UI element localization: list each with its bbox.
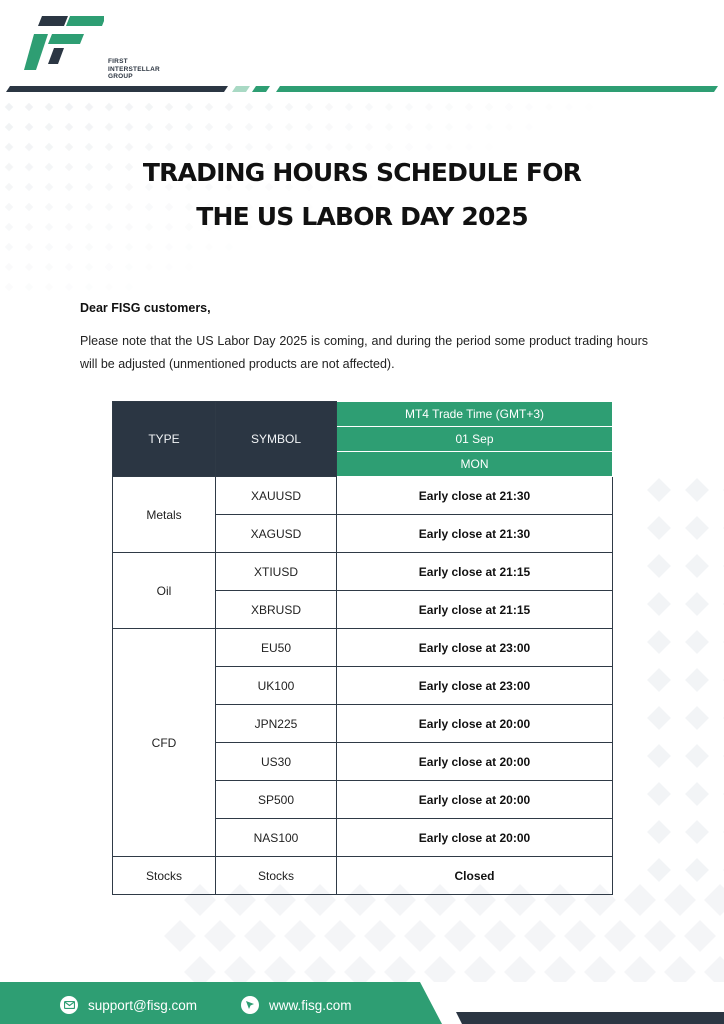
pattern-dot — [245, 103, 253, 111]
pattern-dot — [325, 103, 333, 111]
pattern-dot — [425, 143, 433, 151]
footer-email[interactable] — [60, 996, 197, 1014]
pattern-dot — [205, 143, 213, 151]
table-row — [113, 553, 613, 591]
type-cell: Oil — [113, 553, 216, 629]
pattern-dot — [165, 243, 173, 251]
pattern-diamond — [685, 706, 709, 730]
pattern-dot — [345, 123, 353, 131]
pattern-dot — [585, 103, 593, 111]
pattern-diamond — [685, 592, 709, 616]
symbol-cell: JPN225 — [216, 705, 337, 743]
pattern-dot — [485, 143, 493, 151]
footer-website[interactable] — [241, 996, 352, 1014]
header-day: MON — [337, 452, 613, 477]
pattern-diamond — [704, 884, 724, 916]
pattern-dot — [45, 103, 53, 111]
pattern-diamond — [685, 744, 709, 768]
trade-time-cell: Closed — [337, 857, 613, 895]
pattern-dot — [5, 143, 13, 151]
pattern-dot — [85, 263, 93, 271]
pattern-dot — [225, 143, 233, 151]
pattern-diamond — [484, 920, 516, 952]
pattern-dot — [385, 123, 393, 131]
pattern-diamond — [685, 554, 709, 578]
symbol-cell: UK100 — [216, 667, 337, 705]
pattern-dot — [225, 103, 233, 111]
intro-paragraph: Please note that the US Labor Day 2025 is coming, and during the period some product trading hours will be adjusted (unmentioned products are not affected). — [80, 334, 648, 371]
pattern-dot — [25, 143, 33, 151]
symbol-cell: Stocks — [216, 857, 337, 895]
pattern-dot — [25, 243, 33, 251]
table-body — [113, 477, 613, 895]
pattern-dot — [465, 123, 473, 131]
greeting: Dear FISG customers, — [80, 301, 211, 315]
page-title-line1: TRADING HOURS SCHEDULE FOR — [142, 158, 582, 187]
website-text[interactable]: www.fisg.com — [269, 997, 352, 1013]
pattern-dot — [5, 263, 13, 271]
pattern-dot — [405, 103, 413, 111]
pattern-diamond — [244, 920, 276, 952]
pattern-dot — [385, 143, 393, 151]
pattern-dot — [405, 143, 413, 151]
header-date: 01 Sep — [337, 427, 613, 452]
pattern-dot — [245, 123, 253, 131]
pattern-dot — [285, 103, 293, 111]
pattern-dot — [445, 143, 453, 151]
symbol-cell: XAUUSD — [216, 477, 337, 515]
symbol-cell: XBRUSD — [216, 591, 337, 629]
pattern-dot — [305, 103, 313, 111]
pattern-dot — [425, 103, 433, 111]
pattern-diamond — [647, 592, 671, 616]
pattern-dot — [165, 123, 173, 131]
pattern-diamond — [624, 884, 656, 916]
header-type: TYPE — [113, 402, 216, 477]
pattern-diamond — [564, 920, 596, 952]
pattern-dot — [25, 263, 33, 271]
pattern-dot — [325, 123, 333, 131]
pattern-dot — [125, 243, 133, 251]
pattern-diamond — [685, 782, 709, 806]
trade-time-cell: Early close at 20:00 — [337, 819, 613, 857]
pattern-diamond — [647, 668, 671, 692]
pattern-diamond — [685, 668, 709, 692]
pattern-dot — [345, 103, 353, 111]
pattern-dot — [5, 243, 13, 251]
symbol-cell: NAS100 — [216, 819, 337, 857]
pattern-dot — [45, 143, 53, 151]
trade-time-cell: Early close at 20:00 — [337, 781, 613, 819]
pattern-dot — [165, 263, 173, 271]
pattern-dot — [145, 243, 153, 251]
pattern-dot — [165, 103, 173, 111]
pattern-dot — [145, 143, 153, 151]
trade-time-cell: Early close at 20:00 — [337, 705, 613, 743]
pattern-dot — [205, 243, 213, 251]
pattern-diamond — [604, 920, 636, 952]
pattern-dot — [225, 243, 233, 251]
pattern-dot — [305, 123, 313, 131]
pattern-diamond — [685, 516, 709, 540]
pattern-dot — [125, 103, 133, 111]
trade-time-cell: Early close at 21:15 — [337, 553, 613, 591]
header-symbol: SYMBOL — [216, 402, 337, 477]
pattern-dot — [285, 143, 293, 151]
pattern-dot — [445, 103, 453, 111]
pattern-dot — [5, 103, 13, 111]
pattern-dot — [305, 143, 313, 151]
pattern-dot — [125, 143, 133, 151]
pattern-dot — [85, 103, 93, 111]
pattern-dot — [465, 143, 473, 151]
pattern-diamond — [647, 782, 671, 806]
symbol-cell: SP500 — [216, 781, 337, 819]
trade-time-cell: Early close at 23:00 — [337, 629, 613, 667]
pattern-dot — [45, 263, 53, 271]
pattern-dot — [345, 143, 353, 151]
table-row — [113, 477, 613, 515]
pattern-dot — [25, 103, 33, 111]
pattern-dot — [65, 143, 73, 151]
logo-text: FIRST INTERSTELLAR GROUP — [108, 58, 160, 80]
pattern-dot — [485, 103, 493, 111]
pattern-diamond — [684, 920, 716, 952]
pattern-dot — [125, 283, 133, 291]
pattern-dot — [565, 103, 573, 111]
pattern-dot — [65, 243, 73, 251]
trade-time-cell: Early close at 20:00 — [337, 743, 613, 781]
pattern-diamond — [284, 920, 316, 952]
pattern-dot — [5, 123, 13, 131]
pattern-diamond — [164, 920, 196, 952]
pattern-dot — [205, 103, 213, 111]
pattern-dot — [225, 123, 233, 131]
pattern-dot — [65, 283, 73, 291]
email-text[interactable]: support@fisg.com — [88, 997, 197, 1013]
pattern-dot — [105, 263, 113, 271]
pattern-dot — [145, 123, 153, 131]
pattern-diamond — [685, 858, 709, 882]
logo-mark-icon — [24, 14, 104, 72]
pattern-dot — [105, 123, 113, 131]
pattern-diamond — [647, 554, 671, 578]
pattern-diamond — [685, 630, 709, 654]
pattern-dot — [145, 263, 153, 271]
pattern-dot — [105, 103, 113, 111]
pattern-dot — [185, 263, 193, 271]
pattern-diamond — [647, 630, 671, 654]
pattern-diamond — [647, 744, 671, 768]
trade-time-cell: Early close at 23:00 — [337, 667, 613, 705]
pattern-diamond — [647, 858, 671, 882]
pattern-diamond — [444, 920, 476, 952]
pattern-dot — [465, 103, 473, 111]
pattern-dot — [85, 243, 93, 251]
pattern-dot — [85, 283, 93, 291]
page-title-line2: THE US LABOR DAY 2025 — [196, 202, 528, 231]
pattern-diamond — [324, 920, 356, 952]
pattern-dot — [245, 143, 253, 151]
pattern-dot — [265, 103, 273, 111]
pattern-dot — [525, 103, 533, 111]
symbol-cell: US30 — [216, 743, 337, 781]
pattern-dot — [5, 283, 13, 291]
table-header — [113, 402, 613, 477]
trade-time-cell: Early close at 21:30 — [337, 515, 613, 553]
pattern-dot — [325, 143, 333, 151]
pattern-dot — [265, 123, 273, 131]
pattern-dot — [165, 143, 173, 151]
pattern-dot — [45, 123, 53, 131]
pattern-dot — [85, 143, 93, 151]
symbol-cell: EU50 — [216, 629, 337, 667]
pattern-dot — [525, 123, 533, 131]
symbol-cell: XAGUSD — [216, 515, 337, 553]
pattern-dot — [25, 283, 33, 291]
cursor-icon — [241, 996, 259, 1014]
pattern-dot — [25, 123, 33, 131]
pattern-dot — [265, 143, 273, 151]
trade-time-cell: Early close at 21:30 — [337, 477, 613, 515]
trade-time-cell: Early close at 21:15 — [337, 591, 613, 629]
pattern-dot — [365, 103, 373, 111]
pattern-dot — [65, 263, 73, 271]
pattern-dot — [285, 123, 293, 131]
pattern-diamond — [364, 920, 396, 952]
pattern-dot — [45, 243, 53, 251]
pattern-diamond — [685, 478, 709, 502]
company-logo — [24, 14, 164, 80]
mail-icon — [60, 996, 78, 1014]
pattern-dot — [365, 143, 373, 151]
pattern-dot — [385, 103, 393, 111]
pattern-diamond — [647, 516, 671, 540]
type-cell: Metals — [113, 477, 216, 553]
pattern-diamond — [647, 478, 671, 502]
pattern-diamond — [644, 920, 676, 952]
pattern-dot — [65, 123, 73, 131]
type-cell: CFD — [113, 629, 216, 857]
pattern-dot — [185, 143, 193, 151]
pattern-dot — [185, 243, 193, 251]
header-divider — [0, 86, 724, 96]
pattern-dot — [485, 123, 493, 131]
pattern-dot — [505, 103, 513, 111]
pattern-dot — [425, 123, 433, 131]
pattern-dot — [405, 123, 413, 131]
pattern-dot — [145, 103, 153, 111]
pattern-dot — [65, 103, 73, 111]
pattern-dot — [505, 123, 513, 131]
pattern-dot — [45, 283, 53, 291]
pattern-diamond — [404, 920, 436, 952]
pattern-dot — [125, 123, 133, 131]
pattern-dot — [205, 123, 213, 131]
pattern-diamond — [664, 884, 696, 916]
pattern-dot — [105, 243, 113, 251]
pattern-diamond — [685, 820, 709, 844]
table-row — [113, 629, 613, 667]
trading-hours-table — [112, 401, 613, 895]
pattern-dot — [105, 143, 113, 151]
pattern-dot — [185, 103, 193, 111]
pattern-dot — [125, 263, 133, 271]
type-cell: Stocks — [113, 857, 216, 895]
table-row — [113, 857, 613, 895]
pattern-diamond — [204, 920, 236, 952]
pattern-dot — [105, 283, 113, 291]
pattern-dot — [85, 123, 93, 131]
symbol-cell: XTIUSD — [216, 553, 337, 591]
header-trade-time: MT4 Trade Time (GMT+3) — [337, 402, 613, 427]
pattern-diamond — [524, 920, 556, 952]
pattern-diamond — [647, 820, 671, 844]
pattern-diamond — [647, 706, 671, 730]
pattern-dot — [445, 123, 453, 131]
pattern-dot — [545, 103, 553, 111]
pattern-dot — [365, 123, 373, 131]
pattern-dot — [185, 123, 193, 131]
